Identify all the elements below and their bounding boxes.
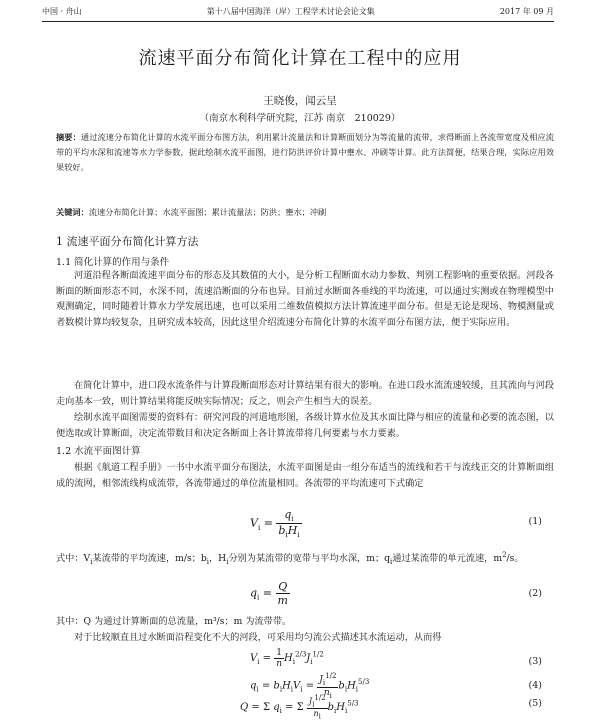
paragraph-2: 在简化计算中，进口段水流条件与计算段断面形态对计算结果有很大的影响。在进口段水流流速较缓，且其流向与河段走向基本一致，则计算结果将能反映实际情况；反之，则会产生相当大的误差。	[56, 380, 554, 407]
abstract	[56, 130, 554, 175]
header-rule	[42, 21, 554, 22]
authors: 王晓俊，闻云呈	[263, 95, 337, 107]
keywords-label: 关键词：	[56, 207, 89, 217]
equation-2: $q_i$ = $\frac{Q}{m}$ (2)	[250, 580, 542, 607]
keywords	[56, 207, 554, 218]
equation-5: Q = Σ $q_i = \Sigma$ $\frac{J_i^{1/2}}{n_i}$ $b_iH_i^{5/3}$ (5)	[240, 694, 542, 721]
paragraph-1: 河道沿程各断面流速平面分布的形态及其数值的大小，是分析工程断面水动力参数、判别工程影响的重要依据。河段各断面的断面形态不同，水深不同，流速沿断面的分布也异。目前过水断面各垂线的平均流速，可以通过实测或在物理模型中观测确定，同时随着计算水力学发展迅速，也可以采用二维数值模拟方法计算流速平面分布。但是无论是现场、物模测量或者数模计算均较复杂，且研究成本较高，因此这里介绍流速分布简化计算的水流平面分布图方法，便于实际应用。	[56, 270, 554, 328]
equation-2-number: (2)	[528, 588, 542, 599]
paragraph-3: 绘制水流平面图需要的资料有：研究河段的河道地形图，各级计算水位及其水面比降与相应的流量和必要的流态图，以便选取或计算断面，决定流带数目和决定各断面上各计算流带将几何要素与水力要素。	[56, 412, 554, 439]
paragraph-5: 对于比较顺直且过水断面沿程变化不大的河段，可采用均匀流公式描述其水流运动，从而得	[74, 632, 442, 643]
header-right: 2017 年 09 月	[499, 7, 554, 16]
running-header	[42, 6, 554, 20]
section-heading-1-1: 1.1 简化计算的作用与条件	[56, 257, 170, 268]
equation-5-notes	[320, 706, 321, 707]
equation-3: $V_i$ = $\frac{1}{n}$ $H_i^{2/3}J_i^{1/2}$ (3)	[250, 648, 542, 669]
equation-4-number: (4)	[528, 680, 542, 691]
paragraph-4: 根据《航道工程手册》一书中水流平面分布图法，水流平面图是由一组分布适当的流线和若干与流线正交的计算断面组成的流网，相邻流线构成流带，各流带通过的单位流量相同。各流带的平均流速可下式确定	[56, 462, 554, 489]
header-center: 第十八届中国海洋（岸）工程学术讨论会论文集	[206, 7, 375, 16]
abstract-label: 摘要：	[56, 132, 81, 142]
equation-3-number: (3)	[528, 656, 542, 667]
section-heading-1: 1 流速平面分布简化计算方法	[56, 235, 199, 248]
abstract-text: 通过流速分布简化计算的水流平面分布图方法，利用累计流量法和计算断面划分为等流量的流带，求得断面上各流带宽度及相应流带的平均水深和流速等水力学参数，据此绘制水流平面图，进行防洪评价计算中壅水、冲刷等计算。此方法简便，结果合理，实际应用效果较好。	[56, 132, 554, 172]
equation-2-notes: 其中：Q 为通过计算断面的总流量，m³/s；m 为流带带。	[56, 616, 292, 627]
equation-1-number: (1)	[528, 516, 542, 527]
paper-title: 流速平面分布简化计算在工程中的应用	[138, 48, 462, 69]
equation-5-number: (5)	[528, 698, 542, 709]
equation-1: $V_i$ = $\frac{q_i}{b_iH_i}$ (1)	[250, 508, 542, 540]
equation-1-notes: 式中：$V_i$某流带的平均流速，m/s；$b_i$，$H_i$分别为某流带的宽带与平均水深，m；$q_i$通过某流带的单元流速，$m^2/s$。	[56, 551, 524, 566]
affiliation: （南京水利科学研究院，江苏 南京 210029）	[199, 113, 401, 124]
header-left: 中国 · 舟山	[42, 7, 82, 16]
equation-4: $q_i = b_iH_iV_i$ = $\frac{J_i^{1/2}}{n_i}$ $b_iH_i^{5/3}$ (4)	[250, 672, 542, 700]
section-heading-1-2: 1.2 水流平面图计算	[56, 446, 141, 457]
keywords-text: 流速分布简化计算；水流平面图；累计流量法；防洪；壅水；冲刷	[88, 207, 327, 217]
